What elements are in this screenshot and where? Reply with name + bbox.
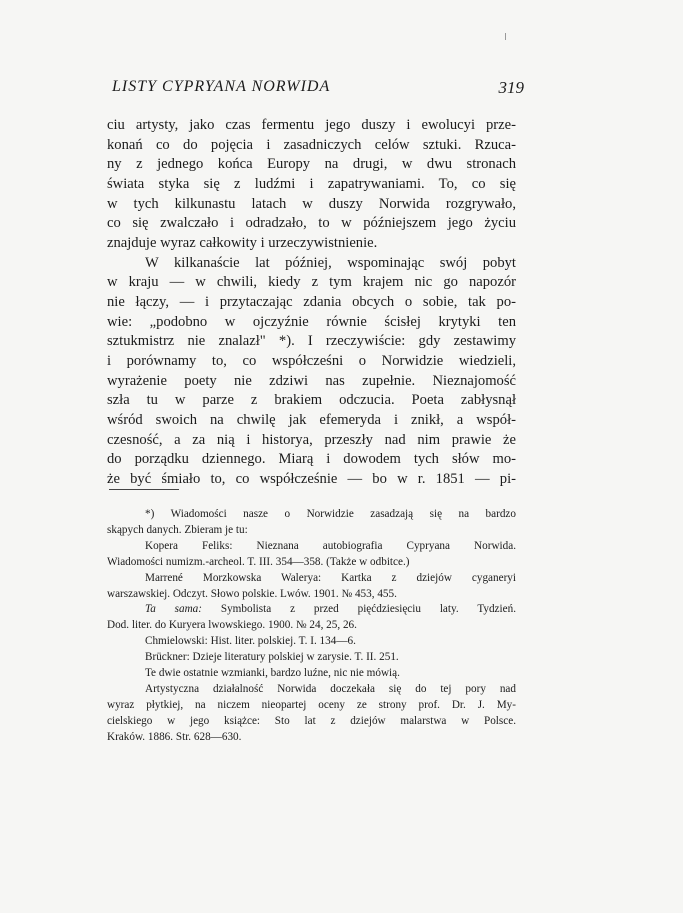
text-line: w kraju — w chwili, kiedy z tym krajem nic go napozór xyxy=(107,274,516,291)
text-line: znajduje wyraz całkowity i urzeczywistnienie. xyxy=(107,234,378,251)
text-line: że być śmiało to, co współcześnie — bo w r. 1851 — pi- xyxy=(107,470,516,487)
text-line: wśród swoich na chwilę jak efemeryda i znikł, a współ- xyxy=(107,411,516,428)
footnote-line: cielskiego w jego książce: Sto lat z dziejów malarstwa w Polsce. xyxy=(107,714,516,727)
text-line: W kilkanaście lat później, wspominając swój pobyt xyxy=(145,254,516,271)
text-line: czesność, a za nią i historya, przeszły nad nim prawie że xyxy=(107,431,516,448)
footnotes xyxy=(107,507,516,746)
footnote-line: Brückner: Dzieje literatury polskiej w zarysie. T. II. 251. xyxy=(145,651,399,664)
page-header xyxy=(112,78,532,102)
footnote-line: wyraz płytkiej, na niczem nieopartej oceny ze strony prof. Dr. J. My- xyxy=(107,698,516,711)
page-number: 319 xyxy=(498,78,524,97)
text-line: wie: „podobno w ojczyźnie równie ścisłej krytyki ten xyxy=(107,313,516,330)
text-line: nie łączy, — i przytaczając zdania obcych o sobie, tak po- xyxy=(107,293,516,310)
text-line: szła tu w parze z brakiem odczucia. Poeta zabłysnął xyxy=(107,392,516,409)
text-line: ny z jednego końca Europy na drugi, w dwu stronach xyxy=(107,156,516,173)
text-line: i porównamy to, co współcześni o Norwidzie wiedzieli, xyxy=(107,352,516,369)
text-line: świata styka się z ludźmi i zapatrywaniami. To, co się xyxy=(107,175,516,192)
text-line: w tych kilkunastu latach w duszy Norwida rozgrywało, xyxy=(107,195,516,212)
running-title: LISTY CYPRYANA NORWIDA xyxy=(112,78,331,95)
text-line: ciu artysty, jako czas fermentu jego duszy i ewolucyi prze- xyxy=(107,117,516,133)
footnote-line: Kopera Feliks: Nieznana autobiografia Cypryana Norwida. xyxy=(145,539,516,552)
footnote-line: Chmielowski: Hist. liter. polskiej. T. I. 134—6. xyxy=(145,635,356,648)
footnote-line: Marrené Morzkowska Walerya: Kartka z dziejów cyganeryi xyxy=(145,571,516,584)
footnote-line: skąpych danych. Zbieram je tu: xyxy=(107,523,248,536)
footnote-line: warszawskiej. Odczyt. Słowo polskie. Lwów. 1901. № 453, 455. xyxy=(107,587,397,600)
footnote-divider xyxy=(109,489,179,490)
footnote-line: Te dwie ostatnie wzmianki, bardzo luźne, nic nie mówią. xyxy=(145,667,400,680)
text-line: wyrażenie poety nie zdziwi nas zupełnie. Nieznajomość xyxy=(107,372,516,389)
footnote-line: Dod. liter. do Kuryera lwowskiego. 1900. № 24, 25, 26. xyxy=(107,619,357,632)
main-text xyxy=(107,116,516,489)
footnote-line: Artystyczna działalność Norwida doczekała się do tej pory nad xyxy=(145,682,516,695)
text-line: sztukmistrz nie znalazł" *). I rzeczywiście: gdy zestawimy xyxy=(107,333,516,350)
footnote-line: Kraków. 1886. Str. 628—630. xyxy=(107,730,242,743)
footnote-line: Ta sama: Symbolista z przed pięćdziesięciu laty. Tydzień. xyxy=(145,603,516,616)
text-line: do porządku dziennego. Miarą i dowodem tych słów mo- xyxy=(107,451,516,468)
footnote-line: *) Wiadomości nasze o Norwidzie zasadzają się na bardzo xyxy=(145,508,516,520)
text-line: konań co do pojęcia i zasadniczych celów sztuki. Rzuca- xyxy=(107,136,516,153)
text-line: co się zwalczało i odradzało, to w późniejszem jego życiu xyxy=(107,215,516,232)
footnote-line: Wiadomości numizm.-archeol. T. III. 354—358. (Także w odbitce.) xyxy=(107,555,410,568)
page-mark xyxy=(505,33,506,40)
